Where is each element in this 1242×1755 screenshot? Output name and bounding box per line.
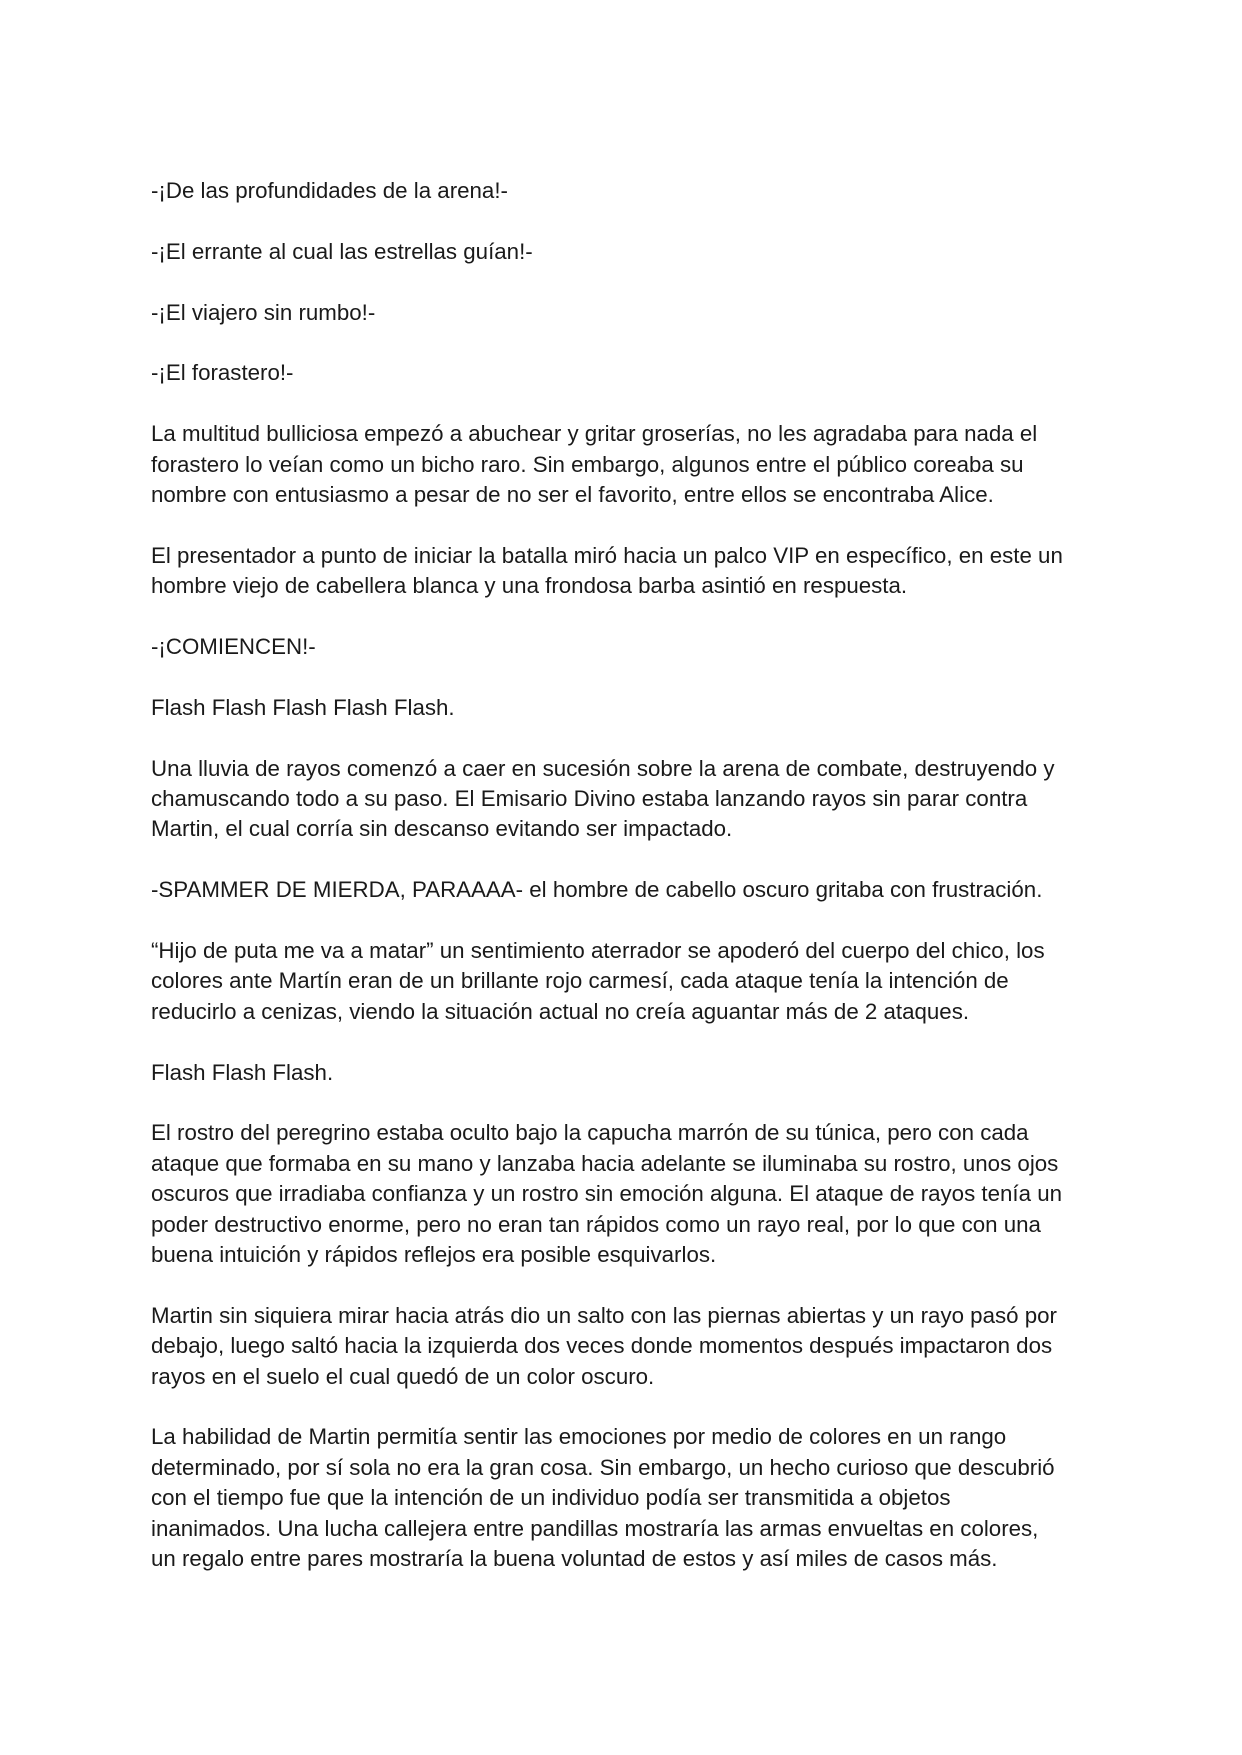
- dialogue-line: -¡De las profundidades de la arena!-: [151, 178, 508, 203]
- document-page: [151, 176, 1101, 1605]
- dialogue-line: -¡El errante al cual las estrellas guían!-: [151, 238, 533, 264]
- narrative-paragraph: Una lluvia de rayos comenzó a caer en sucesión sobre la arena de combate, destruyendo y chamuscando todo a su paso. El Emisario Divino estaba lanzando rayos sin parar contra Martin, el cual corría sin descanso evitando ser impactado.: [151, 755, 1055, 842]
- dialogue-line: -¡COMIENCEN!-: [151, 634, 316, 659]
- sound-effect-line: Flash Flash Flash Flash Flash.: [151, 694, 455, 720]
- narrative-paragraph: El rostro del peregrino estaba oculto bajo la capucha marrón de su túnica, pero con cada ataque que formaba en su mano y lanzaba hacia adelante se iluminaba su rostro, unos ojos oscuros que irradiaba confianza y un rostro sin emoción alguna. El ataque de rayos tenía un poder destructivo enorme, pero no eran tan rápidos como un rayo real, por lo que con una buena intuición y rápidos reflejos era posible esquivarlos.: [151, 1120, 1063, 1268]
- narrative-paragraph: La habilidad de Martin permitía sentir las emociones por medio de colores en un rango determinado, por sí sola no era la gran cosa. Sin embargo, un hecho curioso que descubrió con el tiempo fue que la intención de un individuo podía ser transmitida a objetos inanimados. Una lucha callejera entre pandillas mostraría las armas envueltas en colores, un regalo entre pares mostraría la buena voluntad de estos y así miles de casos más.: [151, 1424, 1055, 1572]
- narrative-paragraph: Martin sin siquiera mirar hacia atrás dio un salto con las piernas abiertas y un rayo pasó por debajo, luego saltó hacia la izquierda dos veces donde momentos después impactaron dos rayos en el suelo el cual quedó de un color oscuro.: [151, 1302, 1057, 1389]
- narrative-paragraph: “Hijo de puta me va a matar” un sentimiento aterrador se apoderó del cuerpo del chico, los colores ante Martín eran de un brillante rojo carmesí, cada ataque tenía la intención de reducirlo a cenizas, viendo la situación actual no creía aguantar más de 2 ataques.: [151, 938, 1045, 1024]
- dialogue-line: -¡El viajero sin rumbo!-: [151, 299, 376, 325]
- narrative-paragraph: El presentador a punto de iniciar la batalla miró hacia un palco VIP en específico, en este un hombre viejo de cabellera blanca y una frondosa barba asintió en respuesta.: [151, 542, 1063, 599]
- sound-effect-line: Flash Flash Flash.: [151, 1059, 334, 1085]
- dialogue-line: -SPAMMER DE MIERDA, PARAAAA- el hombre de cabello oscuro gritaba con frustración.: [151, 877, 1043, 903]
- narrative-paragraph: La multitud bulliciosa empezó a abuchear y gritar groserías, no les agradaba para nada el forastero lo veían como un bicho raro. Sin embargo, algunos entre el público coreaba su nombre con entusiasmo a pesar de no ser el favorito, entre ellos se encontraba Alice.: [151, 421, 1038, 507]
- dialogue-line: -¡El forastero!-: [151, 360, 294, 386]
